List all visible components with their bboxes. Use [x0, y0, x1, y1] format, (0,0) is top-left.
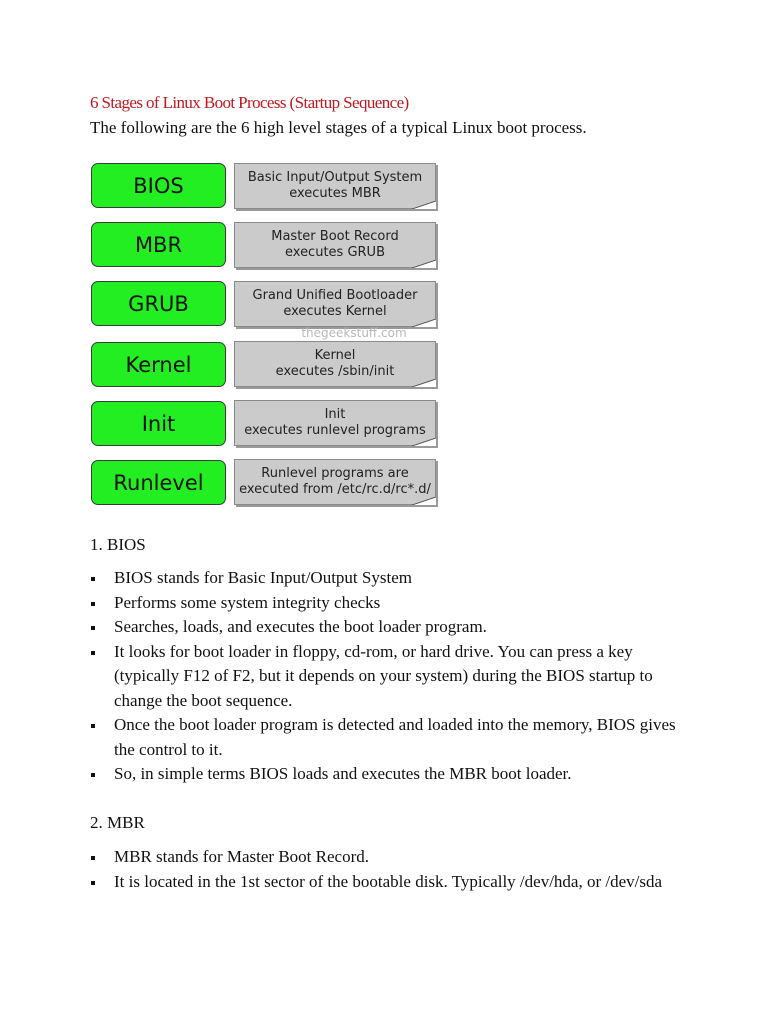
bullet-icon	[91, 724, 95, 728]
list-item	[90, 591, 690, 616]
bullet-icon	[91, 602, 95, 606]
stage-box-runlevel: Runlevel	[91, 460, 226, 505]
stage-note-mbr	[234, 222, 436, 268]
list-item-text: Once the boot loader program is detected and loaded into the memory, BIOS gives the control to it.	[114, 715, 676, 759]
stage-box-bios: BIOS	[91, 163, 226, 208]
stage-note-grub	[234, 281, 436, 327]
bios-bullet-list	[90, 566, 690, 787]
bullet-icon	[91, 773, 95, 777]
bullet-icon	[91, 856, 95, 860]
list-item	[90, 870, 690, 895]
list-item	[90, 566, 690, 591]
bullet-icon	[91, 626, 95, 630]
boot-stages-diagram	[91, 163, 441, 508]
list-item-text: MBR stands for Master Boot Record.	[114, 847, 369, 866]
list-item	[90, 713, 690, 762]
list-item-text: It looks for boot loader in floppy, cd-rom, or hard drive. You can press a key (typically F12 of F2, but it depends on your system) during the BIOS startup to change the boot sequence.	[114, 641, 653, 710]
stage-note-kernel	[234, 341, 436, 387]
stage-note-line: Basic Input/Output System	[247, 170, 423, 185]
list-item	[90, 615, 690, 640]
intro-paragraph: The following are the 6 high level stages of a typical Linux boot process.	[90, 118, 587, 137]
page-fold-icon	[412, 438, 436, 446]
list-item-text: So, in simple terms BIOS loads and executes the MBR boot loader.	[114, 764, 572, 783]
stage-note-runlevel	[234, 459, 436, 505]
page-fold-icon	[412, 201, 436, 209]
list-item	[90, 762, 690, 787]
stage-note-line: executes MBR	[289, 186, 381, 201]
stage-note-line: executes GRUB	[285, 245, 385, 260]
stage-note-line: Grand Unified Bootloader	[252, 288, 418, 303]
list-item-text: BIOS stands for Basic Input/Output System	[114, 568, 412, 587]
section-heading-bios: 1. BIOS	[90, 535, 146, 554]
list-item-text: Searches, loads, and executes the boot loader program.	[114, 617, 487, 636]
stage-note-line: executed from /etc/rc.d/rc*.d/	[239, 482, 431, 497]
stage-note-line: Runlevel programs are	[261, 466, 409, 481]
mbr-bullet-list	[90, 845, 690, 894]
list-item	[90, 640, 690, 714]
section-heading-mbr: 2. MBR	[90, 813, 145, 832]
page-fold-icon	[412, 260, 436, 268]
stage-box-grub: GRUB	[91, 281, 226, 326]
document-title: 6 Stages of Linux Boot Process (Startup Sequence)	[90, 93, 409, 112]
stage-note-line: executes Kernel	[283, 304, 387, 319]
list-item	[90, 845, 690, 870]
stage-box-init: Init	[91, 401, 226, 446]
stage-note-init	[234, 400, 436, 446]
stage-box-kernel: Kernel	[91, 342, 226, 387]
bullet-icon	[91, 577, 95, 581]
watermark-text: thegeekstuff.com	[301, 326, 407, 340]
page-fold-icon	[412, 379, 436, 387]
bullet-icon	[91, 881, 95, 885]
stage-note-bios	[234, 163, 436, 209]
stage-note-line: executes /sbin/init	[275, 364, 395, 379]
list-item-text: It is located in the 1st sector of the bootable disk. Typically /dev/hda, or /dev/sda	[114, 871, 663, 891]
bullet-icon	[91, 651, 95, 655]
stage-note-line: Master Boot Record	[271, 229, 399, 244]
page-fold-icon	[412, 497, 436, 505]
stage-note-line: Init	[324, 407, 346, 422]
stage-note-line: executes runlevel programs	[244, 423, 426, 438]
stage-box-mbr: MBR	[91, 222, 226, 267]
list-item-text: Performs some system integrity checks	[114, 592, 381, 612]
stage-note-line: Kernel	[314, 348, 356, 363]
